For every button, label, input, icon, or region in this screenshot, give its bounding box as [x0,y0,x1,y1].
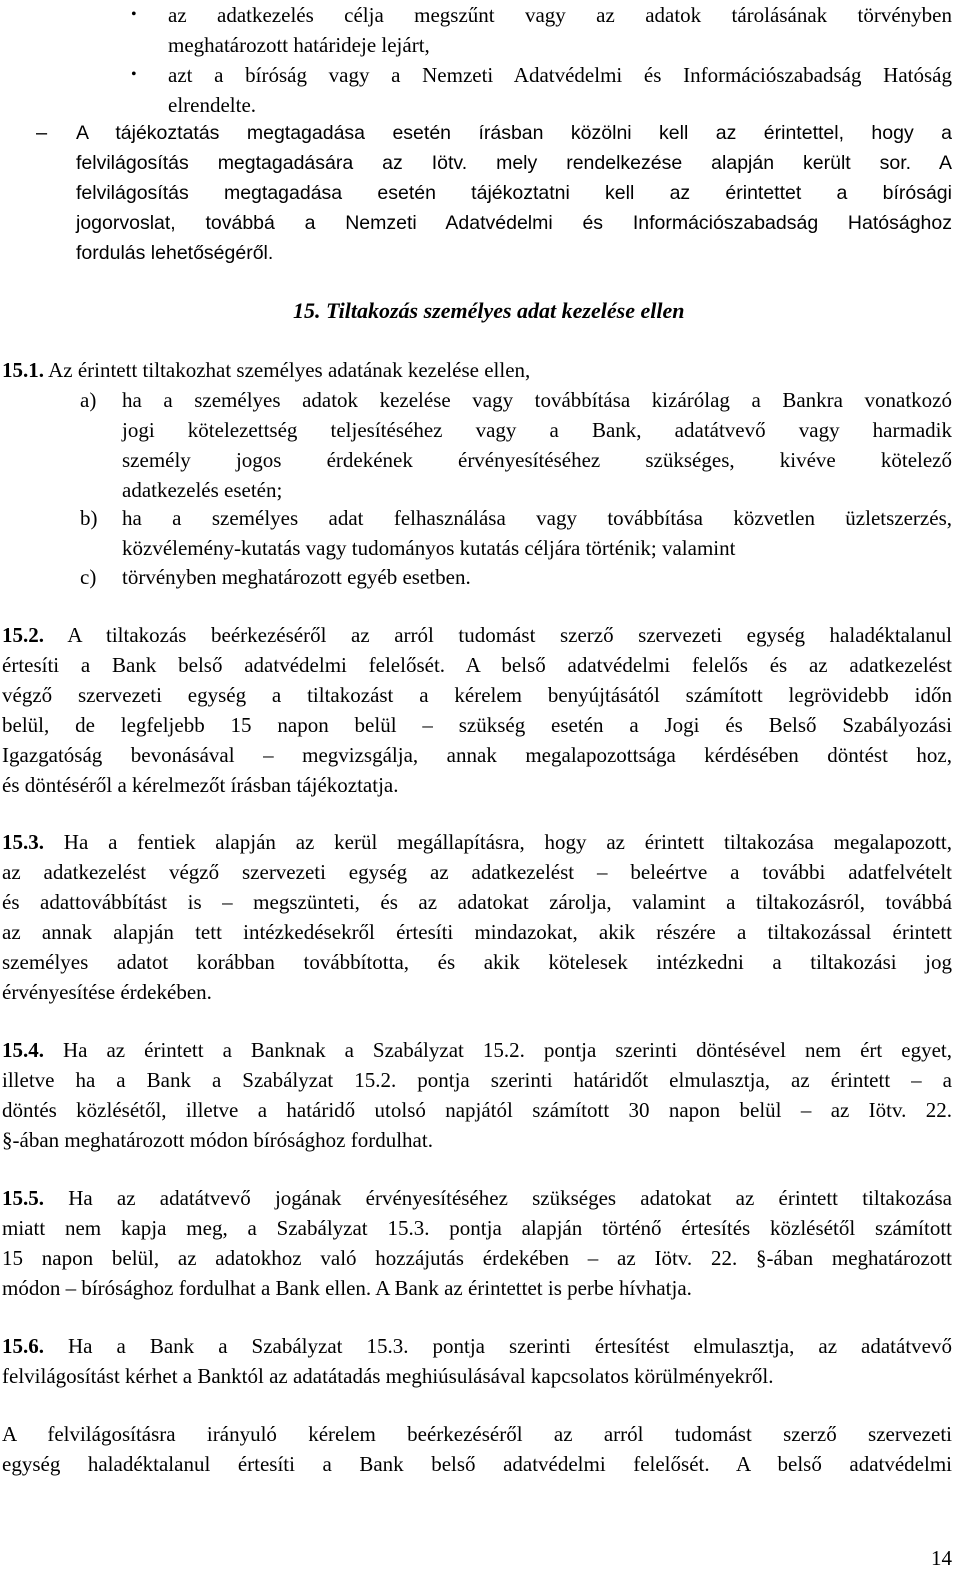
list-label: a) [80,388,97,412]
paragraph-15-6 [2,1331,952,1391]
list-line: adatkezelés esetén; [122,478,283,502]
page-number: 14 [931,1546,952,1570]
paragraph-number: 15.5. [2,1186,44,1210]
paragraph-line: §-ában meghatározott módon bírósághoz fordulhat. [2,1128,433,1152]
paragraph-line: felvilágosítást kérhet a Banktól az adatátadás meghiúsulásával kapcsolatos körülményekről. [2,1364,774,1388]
bullet-line: azt a bíróság vagy a Nemzeti Adatvédelmi és Információszabadság Hatóság [168,63,952,87]
list-line: közvélemény-kutatás vagy tudományos kutatás céljára történik; valamint [122,536,736,560]
paragraph-line: és döntéséről a kérelmezőt írásban tájékoztatja. [2,773,399,797]
paragraph-15-2 [2,620,952,800]
paragraph-number: 15.6. [2,1334,44,1358]
paragraph-number: 15.2. [2,623,44,647]
paragraph-text: Ha a fentiek alapján az kerül megállapításra, hogy az érintett tiltakozása megalapozott, [44,830,952,854]
paragraph-final [2,1419,952,1479]
paragraph-text: Ha az érintett a Banknak a Szabályzat 15.2. pontja szerinti döntésével nem ért egyet, [44,1038,952,1062]
bullet-line: meghatározott határideje lejárt, [168,33,430,57]
paragraph-line: döntés közlésétől, illetve a határidő utolsó napjától számított 30 napon belül – az Iötv. 22. [2,1098,952,1122]
list-line: személy jogos érdekének érvényesítéséhez szükséges, kivéve kötelező [122,448,952,472]
list-line: ha a személyes adat felhasználása vagy továbbítása közvetlen üzletszerzés, [122,506,952,530]
paragraph-line: értesíti a Bank belső adatvédelmi felelősét. A belső adatvédelmi felelős és az adatkezelést [2,653,952,677]
paragraph-line: Igazgatóság bevonásával – megvizsgálja, annak megalapozottsága kérdésében döntést hoz, [2,743,952,767]
paragraph-text: Az érintett tiltakozhat személyes adatának kezelése ellen, [44,358,531,382]
bullet-line: elrendelte. [168,93,257,117]
paragraph-line: az adatkezelést végző szervezeti egység az adatkezelést – beleértve a további adatfelvételt [2,860,952,884]
bullet-marker: • [131,6,137,23]
paragraph-text: Ha a Bank a Szabályzat 15.3. pontja szerinti értesítést elmulasztja, az adatátvevő [44,1334,952,1358]
paragraph-line: miatt nem kapja meg, a Szabályzat 15.3. pontja alapján történő értesítés közlésétől számított [2,1216,952,1240]
dash-marker: – [36,122,48,144]
list-line: törvényben meghatározott egyéb esetben. [122,565,471,589]
list-item [122,385,952,505]
list-item [122,503,952,563]
list-item [122,562,952,592]
paragraph-line: érvényesítése érdekében. [2,980,212,1004]
paragraph-text: A tiltakozás beérkezéséről az arról tudomást szerző szervezeti egység haladéktalanul [44,623,952,647]
paragraph-number: 15.4. [2,1038,44,1062]
paragraph-line: belül, de legfeljebb 15 napon belül – szükség esetén a Jogi és Belső Szabályozási [2,713,952,737]
paragraph-15-4 [2,1035,952,1155]
paragraph-line: illetve ha a Bank a Szabályzat 15.2. pontja szerinti határidőt elmulasztja, az érintett – a [2,1068,952,1092]
paragraph-number: 15.1. [2,358,44,382]
dash-line: A tájékoztatás megtagadása esetén írásban közölni kell az érintettel, hogy a [76,122,952,144]
dash-line: fordulás lehetőségéről. [76,242,274,264]
bullet-item [168,0,952,60]
dash-line: felvilágosítás megtagadása esetén tájékoztatni kell az érintettet a bírósági [76,182,952,204]
paragraph-15-3 [2,827,952,1007]
bullet-item [168,60,952,120]
dash-line: felvilágosítás megtagadására az Iötv. mely rendelkezése alapján került sor. A [76,152,952,174]
paragraph-line: egység haladéktalanul értesíti a Bank belső adatvédelmi felelősét. A belső adatvédelmi [2,1452,952,1476]
paragraph-text: Ha az adatátvevő jogának érvényesítéséhez szükséges adatokat az érintett tiltakozása [44,1186,952,1210]
paragraph-line: és adattovábbítást is – megszünteti, és az adatokat zárolja, valamint a tiltakozásról, továbbá [2,890,952,914]
bullet-marker: • [131,66,137,83]
dash-item [76,118,952,268]
paragraph-line: A felvilágosításra irányuló kérelem beérkezéséről az arról tudomást szerző szervezeti [2,1422,952,1446]
paragraph-number: 15.3. [2,830,44,854]
paragraph-15-5 [2,1183,952,1303]
list-label: c) [80,565,97,589]
paragraph-line: az annak alapján tett intézkedésekről értesíti mindazokat, akik részére a tiltakozással érintett [2,920,952,944]
paragraph-line: módon – bírósághoz fordulhat a Bank ellen. A Bank az érintettet is perbe hívhatja. [2,1276,692,1300]
list-line: jogi kötelezettség teljesítéséhez vagy a Bank, adatátvevő vagy harmadik [122,418,952,442]
paragraph-line: 15 napon belül, az adatokhoz való hozzájutás érdekében – az Iötv. 22. §-ában meghatározott [2,1246,952,1270]
paragraph-15-1 [2,355,952,385]
section-heading: 15. Tiltakozás személyes adat kezelése ellen [293,298,685,323]
dash-line: jogorvoslat, továbbá a Nemzeti Adatvédelmi és Információszabadság Hatósághoz [76,212,952,234]
paragraph-line: személyes adatot korábban továbbította, és akik kötelesek intézkedni a tiltakozási jog [2,950,952,974]
paragraph-line: végző szervezeti egység a tiltakozást a kérelem benyújtásától számított legrövidebb időn [2,683,952,707]
list-line: ha a személyes adatok kezelése vagy továbbítása kizárólag a Bankra vonatkozó [122,388,952,412]
bullet-line: az adatkezelés célja megszűnt vagy az adatok tárolásának törvényben [168,3,952,27]
list-label: b) [80,506,98,530]
